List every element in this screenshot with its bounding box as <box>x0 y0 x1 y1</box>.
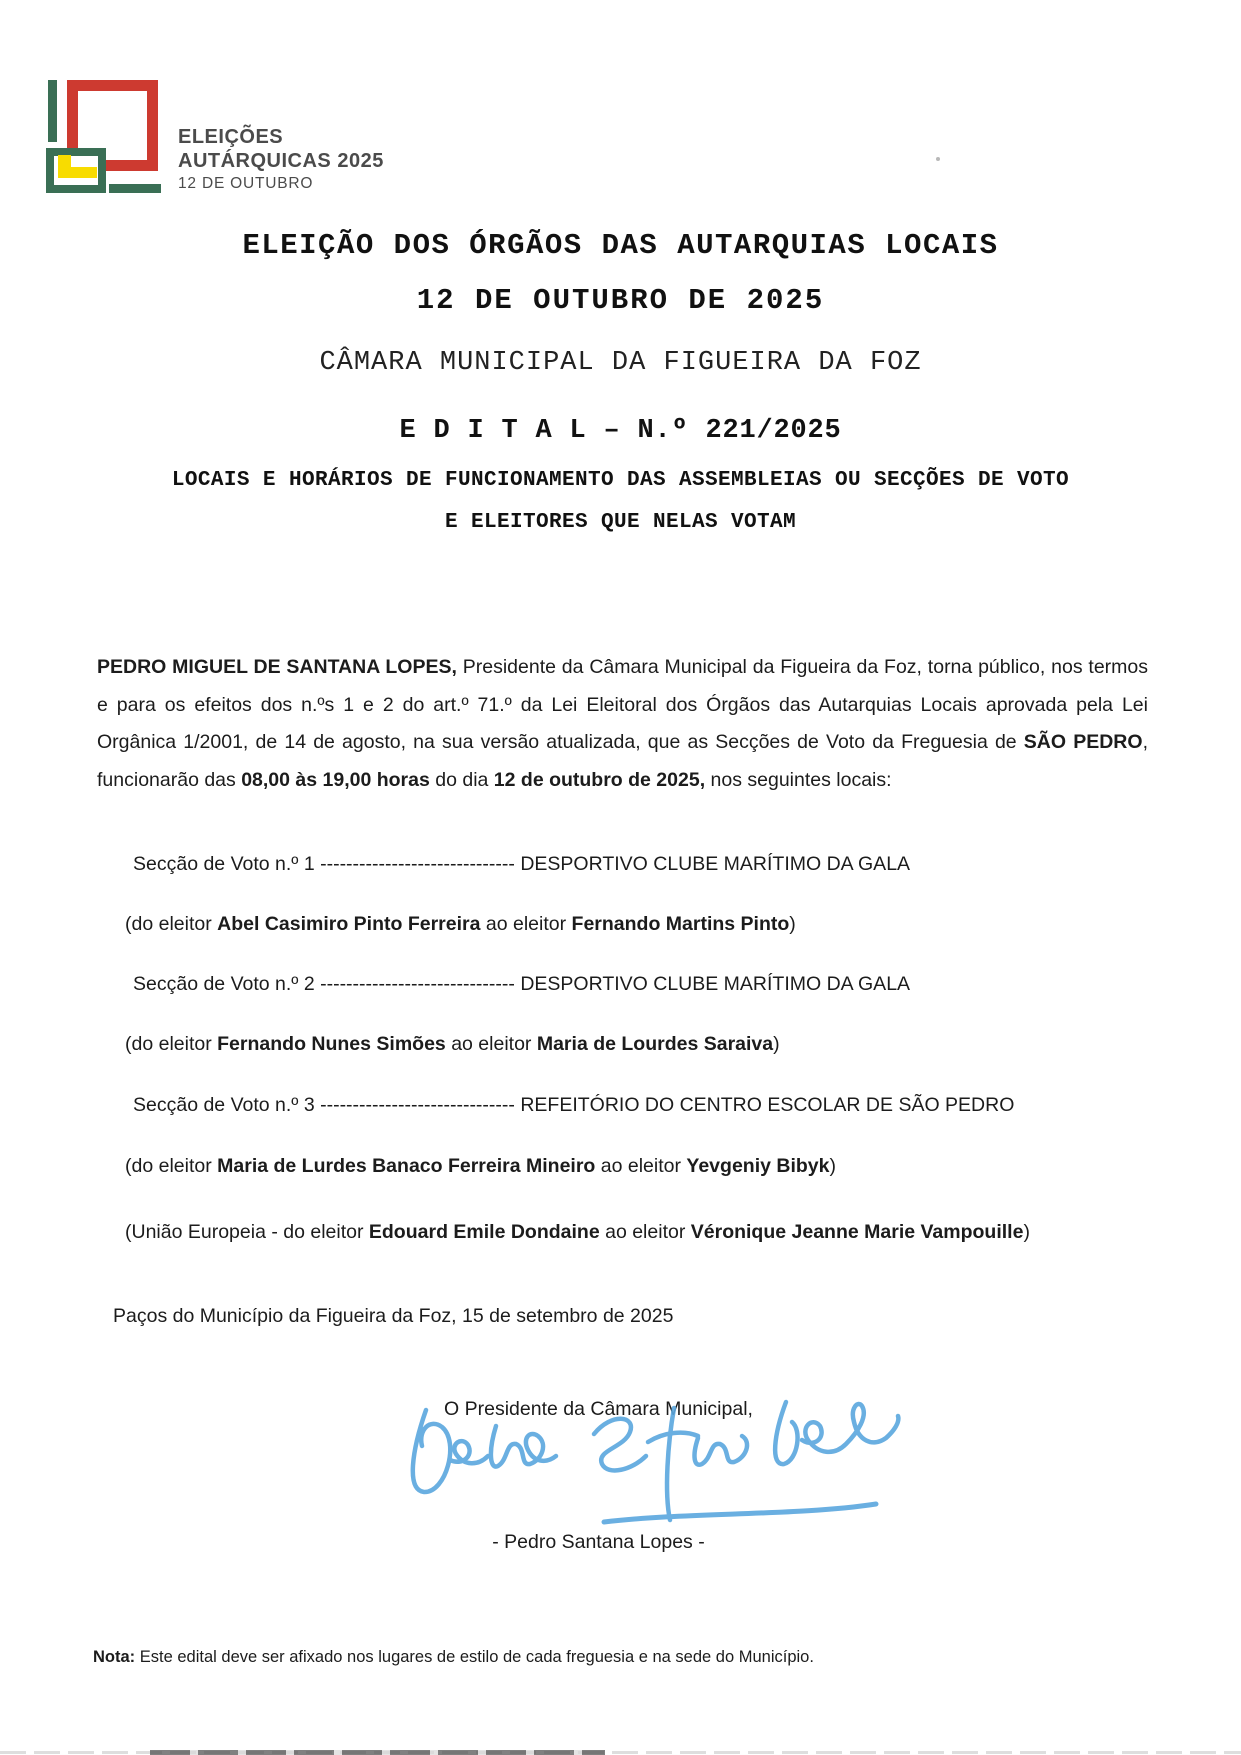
main-title: ELEIÇÃO DOS ÓRGÃOS DAS AUTARQUIAS LOCAIS <box>242 229 999 262</box>
section-2-voters: (do eleitor Fernando Nunes Simões ao eleitor Maria de Lourdes Saraiva) <box>125 1033 780 1055</box>
scan-speck <box>936 157 940 161</box>
edital-number: E D I T A L – N.º 221/2025 <box>399 416 842 446</box>
eu-voters-line: (União Europeia - do eleitor Edouard Emile Dondaine ao eleitor Véronique Jeanne Marie Vampouille) <box>125 1221 1030 1243</box>
section-2-location: Secção de Voto n.º 2 ------------------------------ DESPORTIVO CLUBE MARÍTIMO DA GALA <box>133 973 911 995</box>
election-date-title: 12 DE OUTUBRO DE 2025 <box>416 284 825 317</box>
intro-paragraph: PEDRO MIGUEL DE SANTANA LOPES, Presidente da Câmara Municipal da Figueira da Foz, torna público, nos termos e para os efeitos dos n.ºs 1 e 2 do art.º 71.º da Lei Eleitoral dos Órgãos das Autarquias Locais aprovada pela Lei Orgânica 1/2001, de 14 de agosto, na sua versão atualizada, que as Secções de Voto da Freguesia de SÃO PEDRO, funcionarão das 08,00 às 19,00 horas do dia 12 de outubro de 2025, nos seguintes locais: <box>97 656 1148 791</box>
signature-stroke <box>594 1419 646 1471</box>
signature-stroke <box>695 1436 748 1465</box>
section-3-location: Secção de Voto n.º 3 ------------------------------ REFEITÓRIO DO CENTRO ESCOLAR DE SÃO PEDRO <box>133 1094 1015 1116</box>
municipality-title: CÂMARA MUNICIPAL DA FIGUEIRA DA FOZ <box>319 348 922 378</box>
signatory-name: - Pedro Santana Lopes - <box>492 1531 705 1553</box>
subject-line-1: LOCAIS E HORÁRIOS DE FUNCIONAMENTO DAS ASSEMBLEIAS OU SECÇÕES DE VOTO <box>171 469 1070 492</box>
section-3-voters: (do eleitor Maria de Lurdes Banaco Ferreira Mineiro ao eleitor Yevgeniy Bibyk) <box>125 1155 836 1177</box>
footer-note: Nota: Este edital deve ser afixado nos lugares de estilo de cada freguesia e na sede do Município. <box>93 1648 814 1666</box>
section-1-voters: (do eleitor Abel Casimiro Pinto Ferreira ao eleitor Fernando Martins Pinto) <box>125 913 796 935</box>
place-and-date-line: Paços do Município da Figueira da Foz, 15 de setembro de 2025 <box>113 1305 674 1327</box>
elections-logo <box>42 74 167 196</box>
signature-stroke <box>648 1433 698 1442</box>
scan-edge-dark-segment <box>150 1750 605 1755</box>
signature-underline <box>604 1504 876 1522</box>
signature-stroke <box>667 1408 674 1520</box>
handwritten-signature <box>398 1372 918 1542</box>
signature-stroke <box>413 1410 450 1492</box>
logo-line-1: ELEIÇÕES <box>178 126 284 148</box>
subject-line-2: E ELEITORES QUE NELAS VOTAM <box>444 511 797 534</box>
signature-stroke <box>802 1404 898 1452</box>
signature-stroke <box>775 1402 797 1464</box>
logo-wordmark <box>178 126 384 192</box>
signature-role-line: O Presidente da Câmara Municipal, <box>444 1398 753 1420</box>
logo-green-bar-icon <box>48 80 57 142</box>
logo-yellow-shape-icon <box>58 167 97 178</box>
signature-stroke <box>450 1441 488 1463</box>
logo-green-bar-icon <box>109 184 161 193</box>
logo-line-2: AUTÁRQUICAS 2025 <box>178 150 384 172</box>
logo-line-3: 12 DE OUTUBRO <box>178 175 314 192</box>
section-1-location: Secção de Voto n.º 1 ------------------------------ DESPORTIVO CLUBE MARÍTIMO DA GALA <box>133 853 911 875</box>
signature-stroke <box>491 1426 556 1467</box>
